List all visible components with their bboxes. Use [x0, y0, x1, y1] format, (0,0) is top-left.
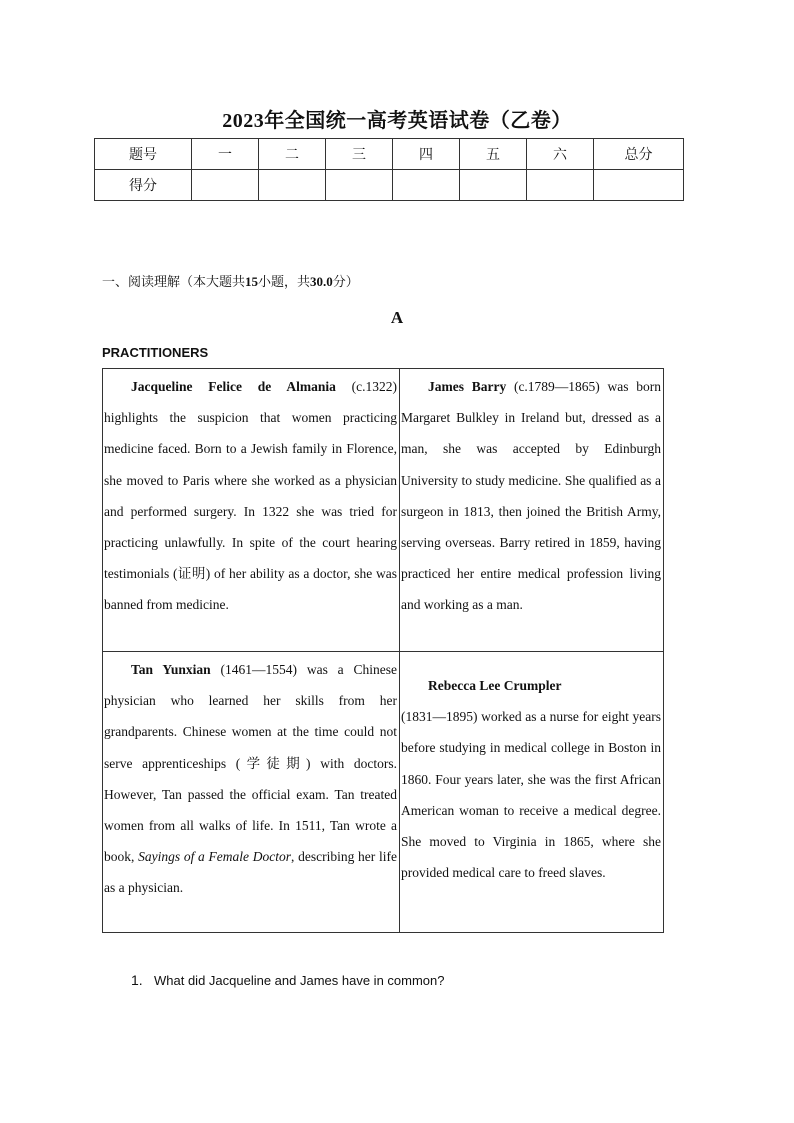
entry-tan	[103, 651, 400, 932]
entry-body: , describing her life as a physician.	[104, 849, 397, 896]
entry-name: James Barry	[428, 379, 507, 394]
score-cell[interactable]	[527, 170, 594, 201]
score-cell[interactable]	[393, 170, 460, 201]
entry-body: was born Margaret Bulkley in Ireland but, dressed as a man, she was accepted by Edinburgh University to study medicine. She qualified as a surgeon in 1813, then joined the British Army, serving overseas. Barry retired in 1859, having practiced her entire medical profession living and working as a man.	[401, 379, 662, 613]
score-row-label: 得分	[95, 170, 192, 201]
entry-james	[400, 369, 663, 651]
question-number: 1.	[131, 972, 143, 988]
score-col-total: 总分	[594, 139, 684, 170]
entry-dates: (1461—1554)	[210, 662, 297, 677]
entry-name: Rebecca Lee Crumpler	[428, 678, 562, 693]
score-col-6: 六	[527, 139, 594, 170]
score-cell[interactable]	[259, 170, 326, 201]
section-heading: 一、阅读理解（本大题共15小题，共30.0分）	[102, 274, 359, 289]
question-text: What did Jacqueline and James have in common?	[154, 973, 445, 988]
entry-dates: (c.1322)	[335, 379, 397, 394]
score-cell[interactable]	[326, 170, 393, 201]
entry-body: was a Chinese physician who learned her skills from her grandparents. Chinese women at the time could not serve apprenticeships (学徒期) with doctors. However, Tan passed the official exam. Tan treated women from all walks of life. In 1511, Tan wrote a book,	[104, 662, 398, 865]
score-col-3: 三	[326, 139, 393, 170]
entry-dates: (c.1789—1865)	[506, 379, 600, 394]
entry-rebecca	[400, 651, 663, 932]
passage-heading: PRACTITIONERS	[102, 345, 209, 360]
entry-body: (1831—1895) worked as a nurse for eight years before studying in medical college in Boston in 1860. Four years later, she was the first African American woman to receive a medical degree. She moved to Virginia in 1865, where she provided medical care to freed slaves.	[401, 709, 661, 881]
score-col-5: 五	[460, 139, 527, 170]
practitioners-table	[102, 368, 664, 933]
passage-letter: A	[390, 308, 404, 327]
entry-name: Tan Yunxian	[131, 662, 211, 677]
score-cell[interactable]	[460, 170, 527, 201]
entry-jacqueline	[103, 369, 400, 651]
score-col-1: 一	[192, 139, 259, 170]
score-table-score-row	[95, 170, 684, 201]
score-col-2: 二	[259, 139, 326, 170]
entry-body: highlights the suspicion that women practicing medicine faced. Born to a Jewish family in Florence, she moved to Paris where she worked as a physician and performed surgery. In 1322 she was tried for practicing unlawfully. In spite of the court hearing testimonials (证明) of her ability as a doctor, she was banned from medicine.	[104, 410, 397, 613]
score-header-label: 题号	[95, 139, 192, 170]
score-table-header-row	[95, 139, 684, 170]
exam-title: 2023年全国统一高考英语试卷（乙卷）	[222, 110, 572, 132]
score-cell[interactable]	[192, 170, 259, 201]
score-table	[94, 138, 684, 201]
score-cell[interactable]	[594, 170, 684, 201]
score-col-4: 四	[393, 139, 460, 170]
book-title: Sayings of a Female Doctor	[138, 849, 291, 865]
question-1	[131, 972, 445, 988]
entry-name: Jacqueline Felice de Almania	[131, 379, 336, 394]
